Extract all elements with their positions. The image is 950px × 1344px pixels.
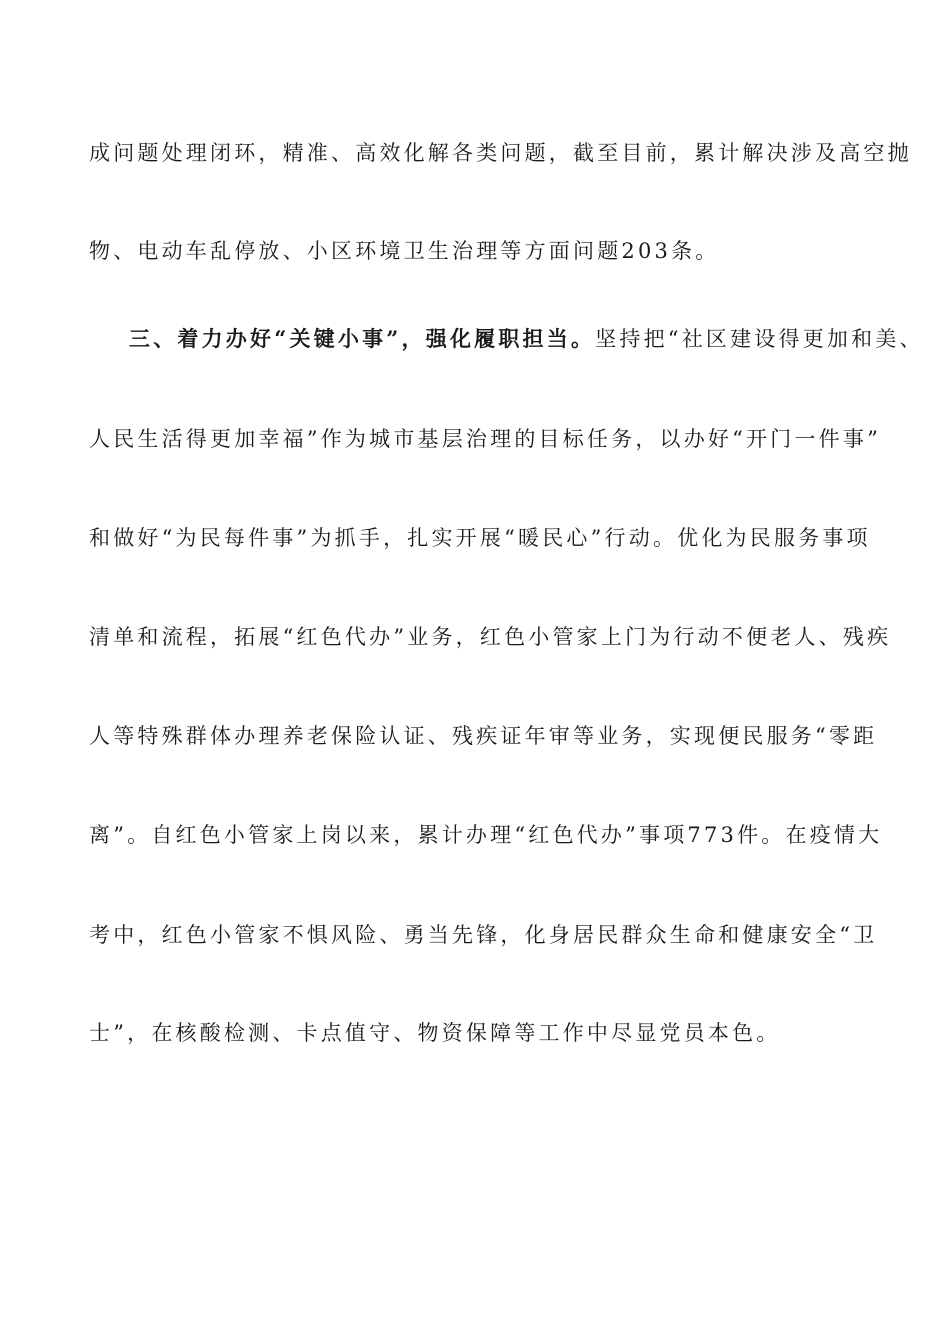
paragraph-2-line-1 (129, 324, 924, 354)
paragraph-2-line-2: 人民生活得更加幸福”作为城市基层治理的目标任务，以办好“开门一件事” (89, 427, 882, 451)
paragraph-2-line-3: 和做好“为民每件事”为抓手，扎实开展“暖民心”行动。优化为民服务事项 (89, 526, 871, 550)
paragraph-2-line-5: 人等特殊群体办理养老保险认证、残疾证年审等业务，实现便民服务“零距 (89, 724, 878, 748)
paragraph-2-line-7: 考中，红色小管家不惧风险、勇当先锋，化身居民群众生命和健康安全“卫 (89, 923, 878, 947)
paragraph-1-line-2: 物、电动车乱停放、小区环境卫生治理等方面问题203条。 (89, 239, 720, 263)
section-heading: 三、着力办好“关键小事”，强化履职担当。 (129, 326, 596, 351)
paragraph-1-line-1: 成问题处理闭环，精准、高效化解各类问题，截至目前，累计解决涉及高空抛 (89, 141, 912, 165)
paragraph-2-line-4: 清单和流程，拓展“红色代办”业务，红色小管家上门为行动不便老人、残疾 (89, 625, 892, 649)
paragraph-2-line-8: 士”，在核酸检测、卡点值守、物资保障等工作中尽显党员本色。 (89, 1021, 781, 1045)
paragraph-2-line-6: 离”。自红色小管家上岗以来，累计办理“红色代办”事项773件。在疫情大 (89, 823, 883, 847)
paragraph-2-line-1-text: 坚持把“社区建设得更加和美、 (595, 327, 924, 351)
